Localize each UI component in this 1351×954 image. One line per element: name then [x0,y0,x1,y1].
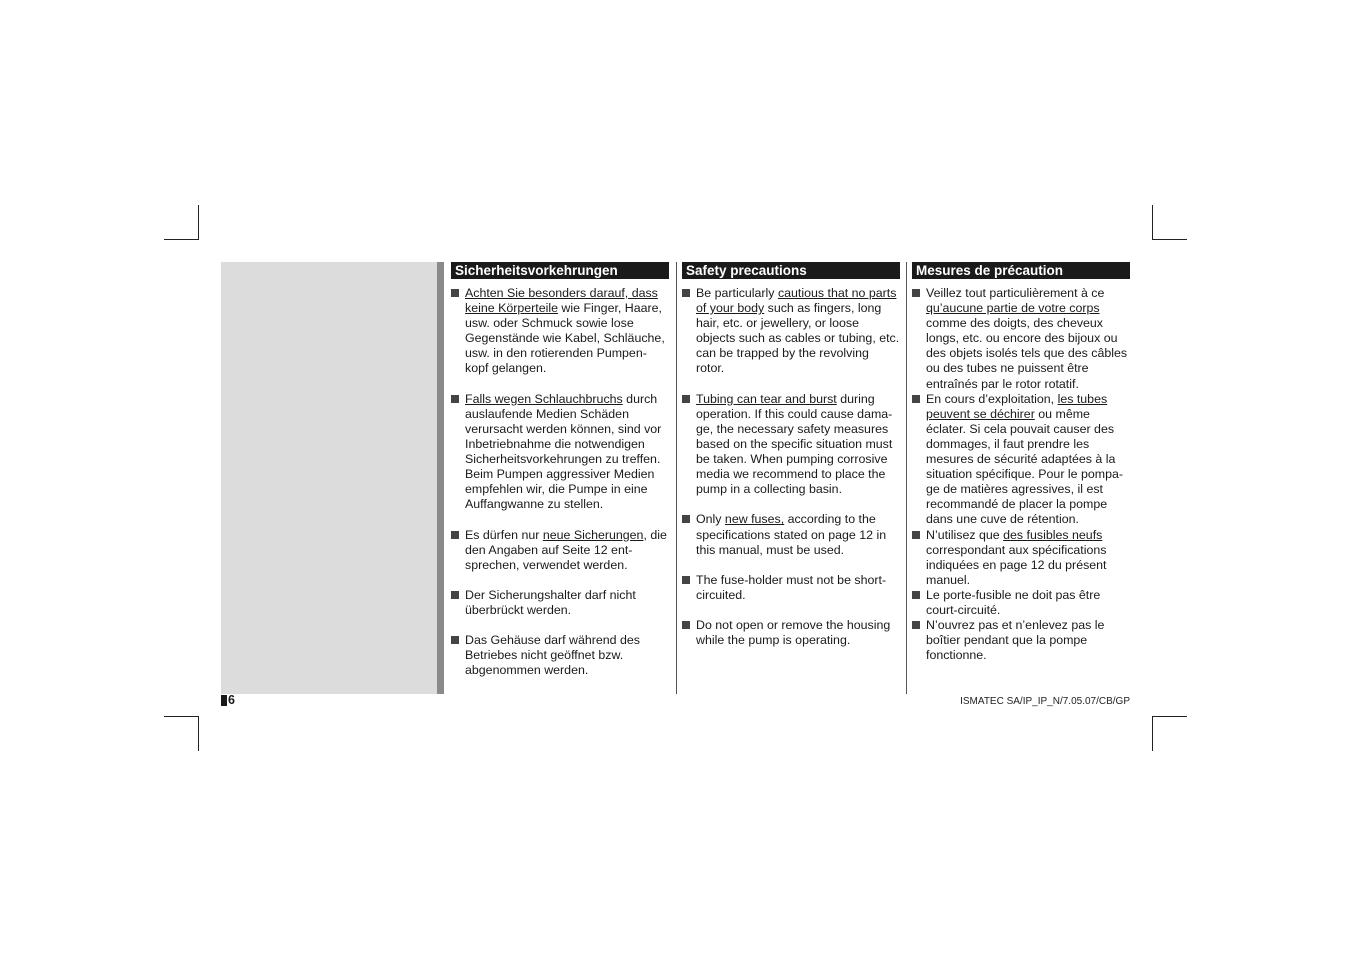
crop-mark-top-right-h [1152,239,1187,240]
crop-mark-top-left-v [198,205,199,240]
list-item [451,392,669,513]
crop-mark-top-right-v [1152,205,1153,240]
item-text: such as fingers, long hair, etc. or jewellery, or loose objects such as cables or tubing, etc. can be trapped by the revolving rotor. [696,301,900,376]
item-emphasis: qu’aucune partie de votre corps [926,301,1100,316]
item-emphasis: les tubes peuvent se déchirer [926,391,1108,421]
margin-grey-panel [221,262,437,694]
item-text: during operation. If this could cause dama-ge, the necessary safety measures based on the specific situation must be taken. When pumping corrosive media we recommend to place the pump in a collecting basin. [696,391,893,497]
square-bullet-icon [451,591,459,599]
column-english [682,262,900,663]
square-bullet-icon [682,576,690,584]
crop-mark-top-left-h [164,239,199,240]
square-bullet-icon [451,289,459,297]
item-text: durch auslaufende Medien Schäden verursacht werden können, sind vor Inbetriebnahme die notwendigen Sicherheitsvorkehrungen zu treffen. Beim Pumpen aggressiver Medien empfehlen wir, die Pumpe in eine Auffangwanne zu stellen. [465,391,662,512]
item-text: En cours d’exploitation, [926,391,1058,406]
column-divider-1 [676,262,677,694]
list-item [912,392,1130,528]
item-text: correspondant aux spécifications indiquées en page 12 du présent manuel. [926,542,1107,587]
page-number [221,693,235,708]
list-item [912,588,1130,618]
column-french [912,262,1130,663]
list-item [682,573,900,603]
item-emphasis: Falls wegen Schlauchbruchs [465,391,623,406]
list-item [451,286,669,377]
item-emphasis: des fusibles neufs [1003,527,1103,542]
item-text: Es dürfen nur [465,527,543,542]
item-emphasis: new fuses, [724,512,785,527]
item-text: N’utilisez que [926,527,1004,542]
item-text: Der Sicherungshalter darf nicht überbrückt werden. [465,587,636,617]
item-text: Do not open or remove the housing while the pump is operating. [696,618,891,648]
list-german [451,286,669,678]
crop-mark-bottom-left-v [198,716,199,751]
list-item [912,528,1130,588]
item-text: Das Gehäuse darf während des Betriebes nicht geöffnet bzw. abgenommen werden. [465,633,640,678]
item-emphasis: Tubing can tear and burst [696,391,837,406]
item-text: according to the specifications stated on page 12 in this manual, must be used. [696,512,887,557]
item-text: comme des doigts, des cheveux longs, etc. ou encore des bijoux ou des objets isolés tels que des câbles ou des tubes ne puissent être entraînés par le rotor rotatif. [926,316,1128,391]
square-bullet-icon [451,636,459,644]
item-text: , die den Angaben auf Seite 12 ent-sprechen, verwendet werden. [465,527,667,572]
crop-mark-bottom-right-v [1152,716,1153,751]
item-emphasis: Achten Sie besonders darauf, dass keine Körperteile [465,286,658,316]
margin-grey-bar [437,262,444,694]
column-divider-2 [906,262,907,694]
square-bullet-icon [912,395,920,403]
list-item [912,286,1130,392]
column-german [451,262,669,694]
crop-mark-bottom-right-h [1152,716,1187,717]
list-item [682,618,900,648]
list-item [682,286,900,377]
square-bullet-icon [912,289,920,297]
square-bullet-icon [912,621,920,629]
section-title-french: Mesures de précaution [912,262,1130,279]
list-item [682,392,900,498]
list-french [912,286,1130,663]
square-bullet-icon [682,515,690,523]
item-text: Le porte-fusible ne doit pas être court-circuité. [926,587,1101,617]
item-text: Be particularly [696,286,778,300]
section-title-english: Safety precautions [682,262,900,279]
document-reference: ISMATEC SA/IP_IP_N/7.05.07/CB/GP [960,696,1130,707]
page-marker-square [221,695,227,706]
list-english [682,286,900,648]
square-bullet-icon [451,531,459,539]
item-text: Only [696,512,725,527]
list-item [912,618,1130,663]
square-bullet-icon [682,289,690,297]
item-emphasis: cautious that no parts of your body [696,286,897,316]
square-bullet-icon [682,621,690,629]
square-bullet-icon [912,531,920,539]
item-text: wie Finger, Haare, usw. oder Schmuck sowie lose Gegenstände wie Kabel, Schläuche, usw. in den rotierenden Pumpen-kopf gelangen. [465,301,665,376]
item-text: ou même éclater. Si cela pouvait causer des dommages, il faut prendre les mesures de sécurité adaptées à la situation spécifique. Pour le pompa-ge de matières agressives, il est recommandé de placer la pompe dans une cuve de rétention. [926,406,1123,527]
list-item [451,588,669,618]
crop-mark-bottom-left-h [164,716,199,717]
square-bullet-icon [682,395,690,403]
list-item [682,512,900,557]
list-item [451,633,669,678]
page-number-text: 6 [228,693,235,707]
square-bullet-icon [451,395,459,403]
item-emphasis: neue Sicherungen [542,527,644,542]
list-item [451,528,669,573]
section-title-german: Sicherheitsvorkehrungen [451,262,669,279]
item-text: The fuse-holder must not be short-circuited. [696,572,887,602]
square-bullet-icon [912,591,920,599]
item-text: Veillez tout particulièrement à ce [926,286,1105,300]
item-text: N’ouvrez pas et n’enlevez pas le boîtier pendant que la pompe fonctionne. [926,618,1105,663]
